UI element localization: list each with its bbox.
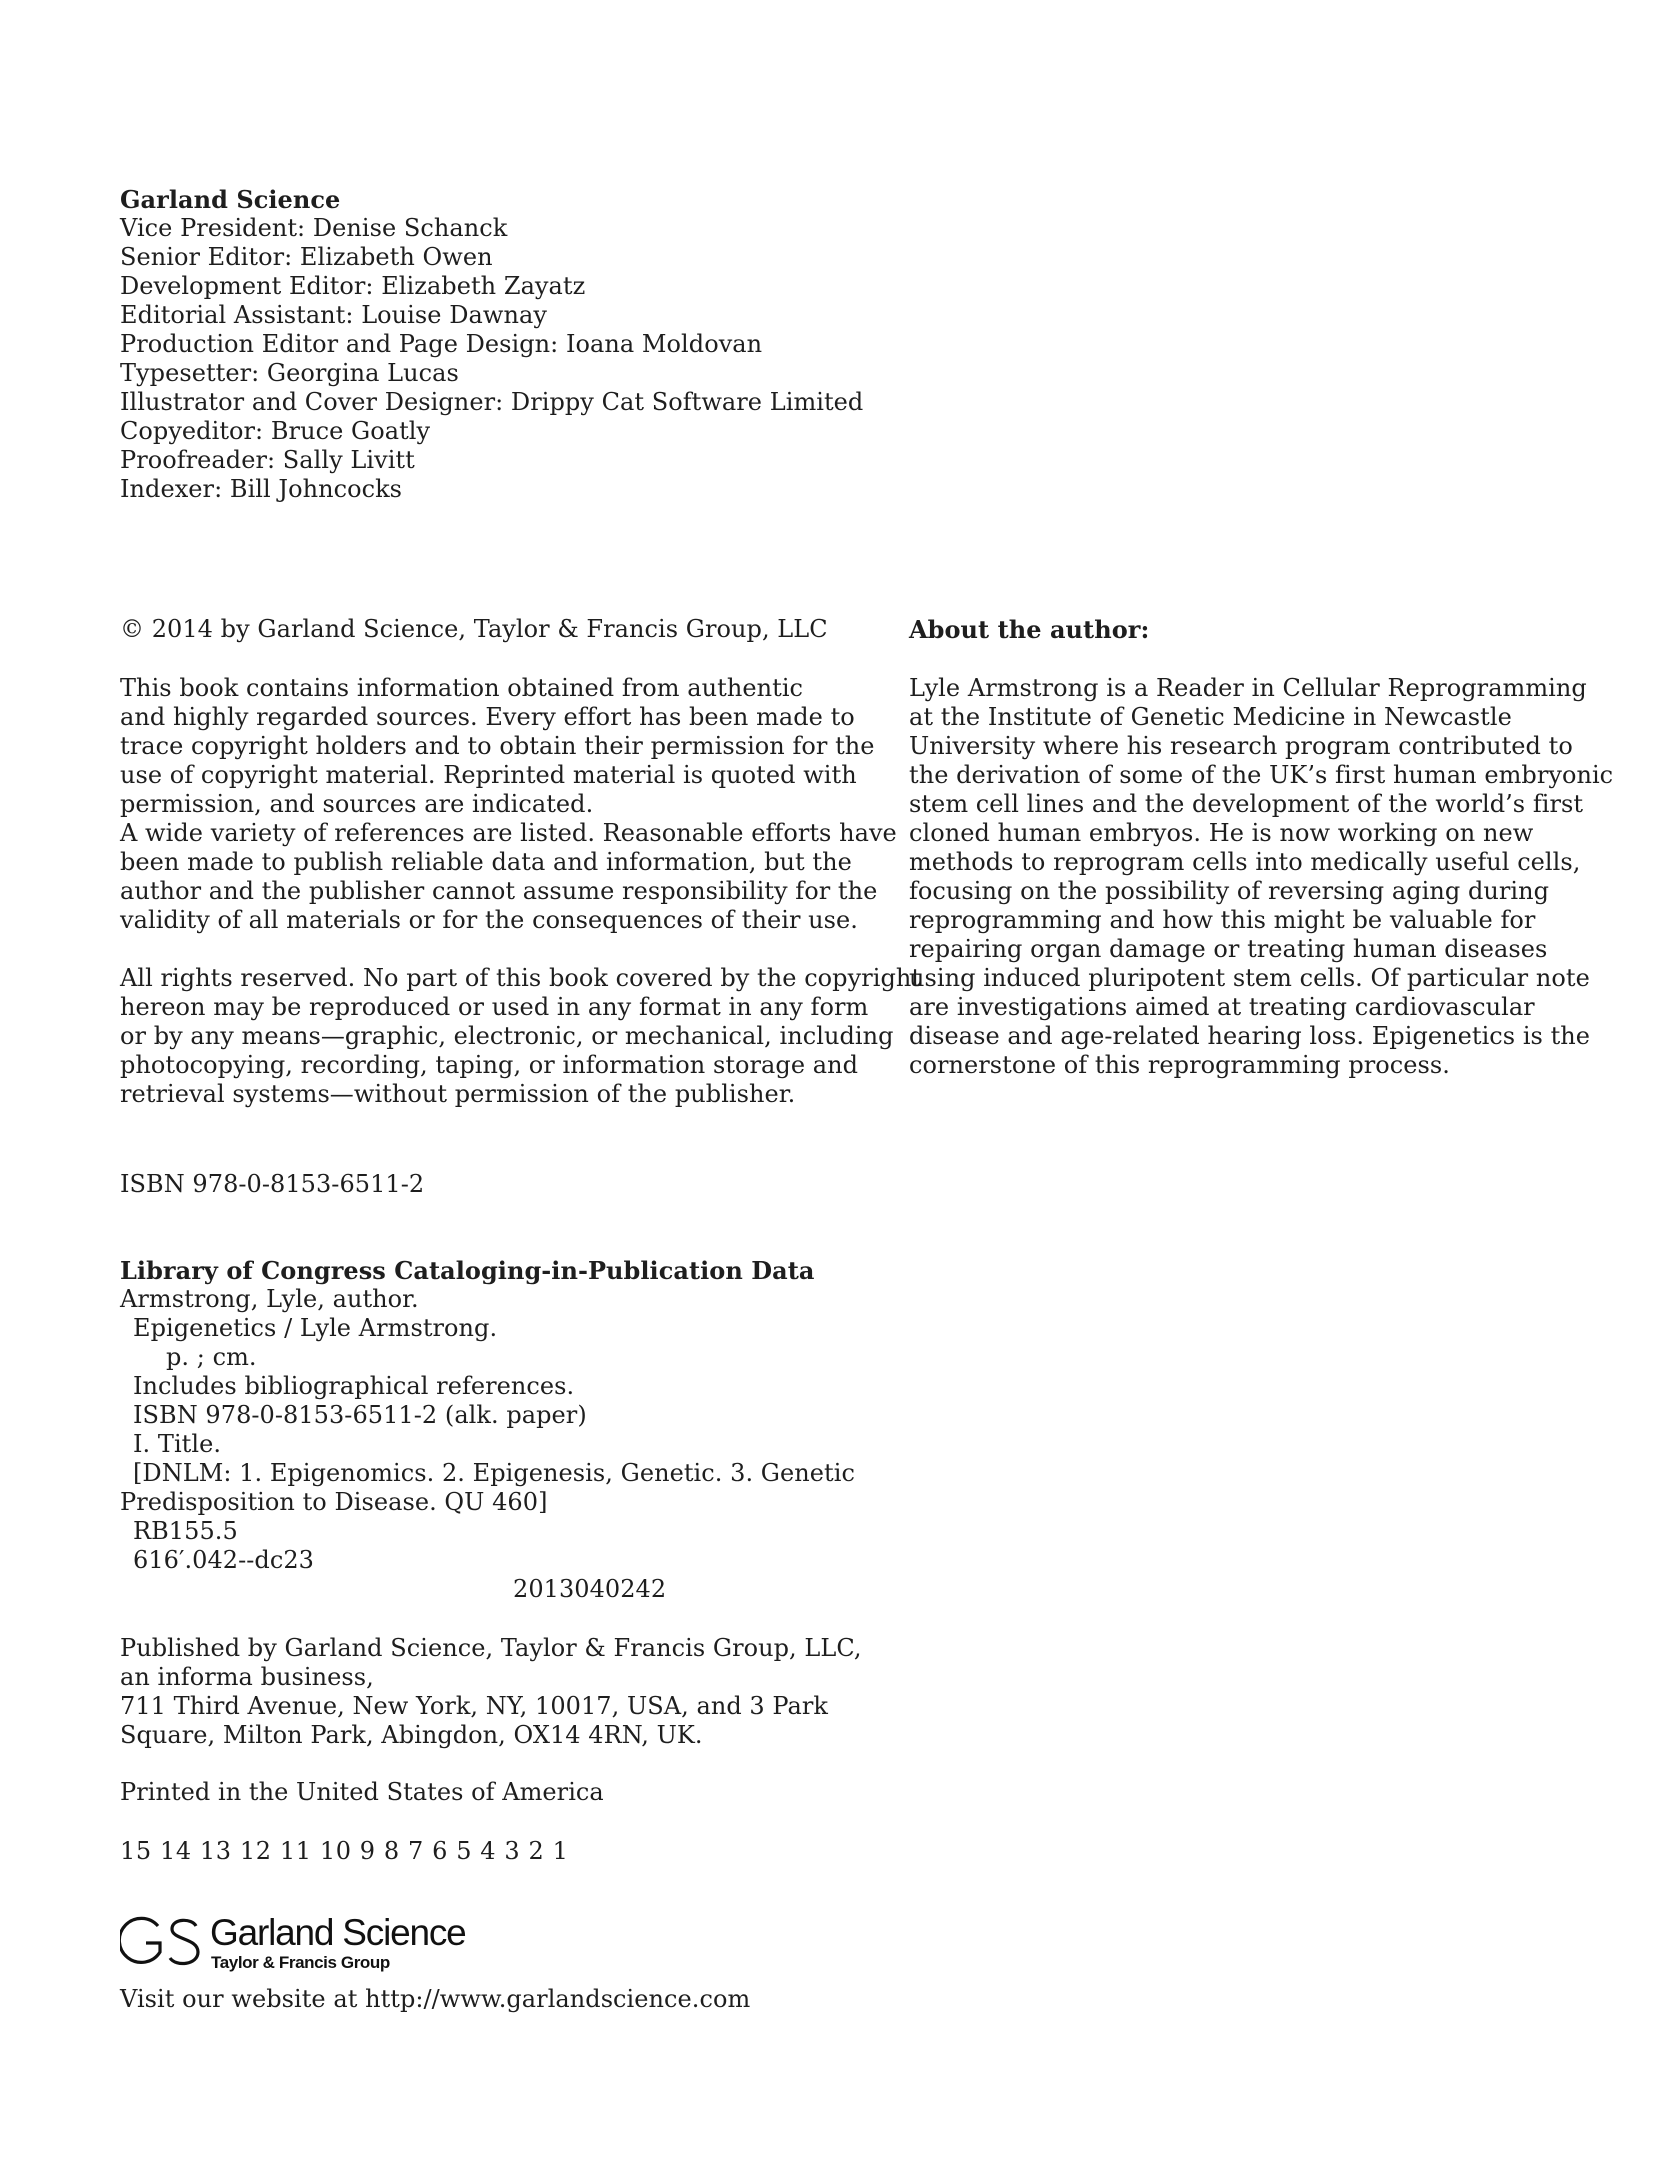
paragraph-line: retrieval systems—without permission of the publisher. [120, 1080, 796, 1108]
paragraph-line: or by any means—graphic, electronic, or mechanical, including [120, 1022, 894, 1050]
credit-line: Illustrator and Cover Designer: Drippy Cat Software Limited [120, 388, 864, 416]
about-line: focusing on the possibility of reversing aging during [909, 877, 1550, 905]
garland-science-logo [120, 1912, 480, 1974]
credit-line: Production Editor and Page Design: Ioana Moldovan [120, 330, 763, 358]
copyright-paragraph-sources [120, 674, 900, 935]
publisher-heading: Garland Science [120, 185, 341, 214]
paragraph-line: photocopying, recording, taping, or information storage and [120, 1051, 859, 1079]
publisher-line: 711 Third Avenue, New York, NY, 10017, USA, and 3 Park [120, 1692, 829, 1720]
cip-block [120, 1256, 900, 1604]
credit-line: Editorial Assistant: Louise Dawnay [120, 301, 547, 329]
paragraph-line: been made to publish reliable data and information, but the [120, 848, 852, 876]
copyright-text: © 2014 by Garland Science, Taylor & Francis Group, LLC [120, 615, 828, 643]
about-line: repairing organ damage or treating human diseases [909, 935, 1548, 963]
publisher-line: Square, Milton Park, Abingdon, OX14 4RN, UK. [120, 1721, 703, 1749]
isbn-text: ISBN 978-0-8153-6511-2 [120, 1170, 425, 1198]
cip-heading: Library of Congress Cataloging-in-Publication Data [120, 1256, 815, 1285]
logo-wordmark: Garland Science [210, 1912, 466, 1953]
paragraph-line: and highly regarded sources. Every effort has been made to [120, 703, 855, 731]
publisher-address-block [120, 1634, 900, 1750]
paragraph-line: A wide variety of references are listed. Reasonable efforts have [120, 819, 897, 847]
credit-line: Indexer: Bill Johncocks [120, 475, 403, 503]
cip-dewey: 616′.042--dc23 [133, 1546, 314, 1574]
about-line: disease and age-related hearing loss. Epigenetics is the [909, 1022, 1591, 1050]
about-line: cornerstone of this reprogramming process. [909, 1051, 1450, 1079]
about-line: using induced pluripotent stem cells. Of particular note [909, 964, 1590, 992]
logo-group-name: Taylor & Francis Group [211, 1953, 390, 1972]
paragraph-line: All rights reserved. No part of this book covered by the copyright [120, 964, 922, 992]
about-line: at the Institute of Genetic Medicine in Newcastle [909, 703, 1512, 731]
printed-in-block [120, 1778, 900, 1807]
paragraph-line: hereon may be reproduced or used in any format in any form [120, 993, 869, 1021]
print-line-block [120, 1837, 900, 1866]
copyright-notice [120, 615, 900, 644]
about-line: methods to reprogram cells into medically useful cells, [909, 848, 1581, 876]
cip-lc-class: RB155.5 [133, 1517, 238, 1545]
about-author-heading: About the author: [909, 615, 1150, 644]
print-line-numbers: 15 14 13 12 11 10 9 8 7 6 5 4 3 2 1 [120, 1837, 569, 1865]
about-line: University where his research program contributed to [909, 732, 1573, 760]
about-line: Lyle Armstrong is a Reader in Cellular Reprogramming [909, 674, 1587, 702]
cip-isbn: ISBN 978-0-8153-6511-2 (alk. paper) [133, 1401, 587, 1429]
about-author-heading-block [909, 615, 1679, 644]
about-line: reprogramming and how this might be valuable for [909, 906, 1536, 934]
about-line: are investigations aimed at treating cardiovascular [909, 993, 1535, 1021]
cip-title-entry: I. Title. [133, 1430, 222, 1458]
cip-author: Armstrong, Lyle, author. [120, 1285, 419, 1313]
credit-line: Typesetter: Georgina Lucas [120, 359, 459, 387]
credit-line: Senior Editor: Elizabeth Owen [120, 243, 493, 271]
website-block [120, 1985, 900, 2014]
paragraph-line: permission, and sources are indicated. [120, 790, 594, 818]
cip-dnlm-line1: [DNLM: 1. Epigenomics. 2. Epigenesis, Genetic. 3. Genetic [133, 1459, 855, 1487]
publisher-line: an informa business, [120, 1663, 374, 1691]
credit-line: Vice President: Denise Schanck [120, 214, 508, 242]
about-line: stem cell lines and the development of the world’s first [909, 790, 1584, 818]
paragraph-line: use of copyright material. Reprinted material is quoted with [120, 761, 857, 789]
cip-title: Epigenetics / Lyle Armstrong. [133, 1314, 498, 1342]
cip-control-number: 2013040242 [513, 1575, 667, 1603]
paragraph-line: author and the publisher cannot assume responsibility for the [120, 877, 878, 905]
about-line: the derivation of some of the UK’s first human embryonic [909, 761, 1614, 789]
credit-line: Copyeditor: Bruce Goatly [120, 417, 431, 445]
cip-dnlm-line2: Predisposition to Disease. QU 460] [120, 1488, 548, 1516]
publisher-line: Published by Garland Science, Taylor & Francis Group, LLC, [120, 1634, 862, 1662]
printed-in-text: Printed in the United States of America [120, 1778, 604, 1806]
paragraph-line: trace copyright holders and to obtain their permission for the [120, 732, 875, 760]
credit-line: Development Editor: Elizabeth Zayatz [120, 272, 586, 300]
about-author-body [909, 674, 1614, 1080]
paragraph-line: validity of all materials or for the consequences of their use. [120, 906, 858, 934]
isbn-block [120, 1170, 900, 1199]
gs-monogram-icon [120, 1912, 204, 1972]
about-line: cloned human embryos. He is now working on new [909, 819, 1534, 847]
credits-block [120, 185, 900, 504]
paragraph-line: This book contains information obtained from authentic [120, 674, 804, 702]
credit-line: Proofreader: Sally Livitt [120, 446, 415, 474]
cip-pages: p. ; cm. [166, 1343, 257, 1371]
cip-references: Includes bibliographical references. [133, 1372, 575, 1400]
copyright-paragraph-rights [120, 964, 922, 1109]
website-link[interactable]: Visit our website at http://www.garlandscience.com [120, 1985, 751, 2013]
